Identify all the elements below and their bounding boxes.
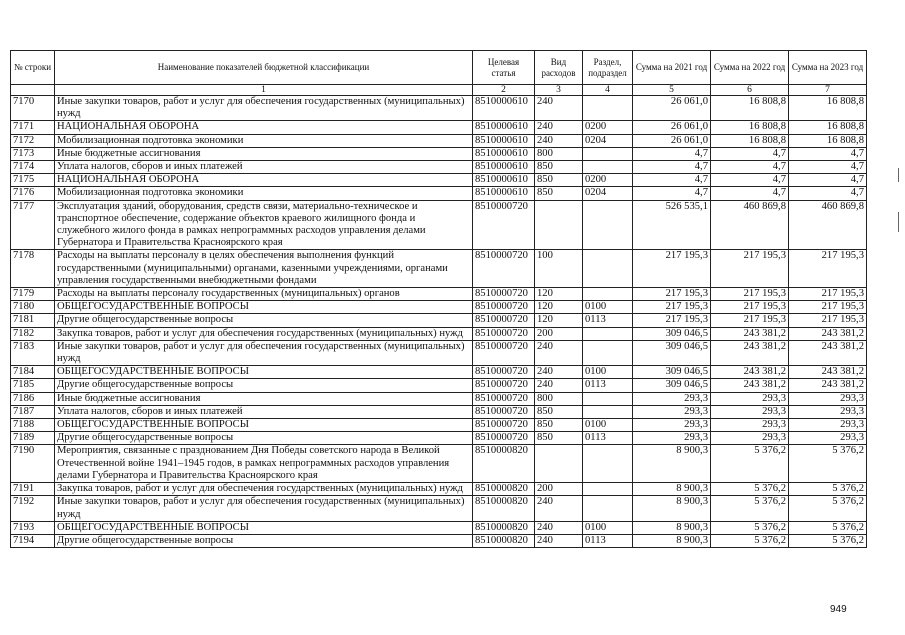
page-number: 949 [830,604,847,615]
row-target-code: 8510000820 [473,445,535,483]
row-section [583,496,633,521]
row-name: Эксплуатация зданий, оборудования, средств связи, материально-техническое и транспортное обеспечение, содержание объектов краевого жилищного фонда и служебного жилого фонда в рамках непрограммных расходов управления делами Губернатора и Правительства Красноярского края [55,200,473,250]
row-name: Иные бюджетные ассигнования [55,147,473,160]
row-number: 7181 [11,314,55,327]
row-sum-2023: 217 195,3 [789,288,867,301]
row-sum-2021: 309 046,5 [633,340,711,365]
row-sum-2021: 217 195,3 [633,301,711,314]
header-row [11,51,867,85]
budget-table [10,50,867,548]
row-sum-2021: 217 195,3 [633,288,711,301]
row-sum-2021: 8 900,3 [633,483,711,496]
scan-edge-mark [898,212,899,232]
row-sum-2021: 8 900,3 [633,521,711,534]
header-section: Раздел, подраздел [583,51,633,85]
row-sum-2023: 5 376,2 [789,521,867,534]
row-sum-2021: 4,7 [633,161,711,174]
row-sum-2022: 16 808,8 [711,96,789,121]
table-row [11,366,867,379]
row-target-code: 8510000720 [473,432,535,445]
row-section [583,288,633,301]
row-section [583,405,633,418]
row-target-code: 8510000720 [473,340,535,365]
row-sum-2023: 16 808,8 [789,121,867,134]
table-row [11,521,867,534]
header-sum-2022: Сумма на 2022 год [711,51,789,85]
row-target-code: 8510000720 [473,392,535,405]
table-row [11,340,867,365]
row-sum-2023: 243 381,2 [789,340,867,365]
row-target-code: 8510000610 [473,187,535,200]
row-sum-2023: 293,3 [789,392,867,405]
table-row [11,379,867,392]
row-number: 7178 [11,250,55,288]
row-number: 7194 [11,534,55,547]
row-sum-2022: 217 195,3 [711,314,789,327]
table-header [11,51,867,96]
row-name: Иные закупки товаров, работ и услуг для обеспечения государственных (муниципальных) нужд [55,96,473,121]
row-name: Мероприятия, связанные с празднованием Дня Победы советского народа в Великой Отечественной войне 1941–1945 годов, в рамках непрограммных расходов управления делами Губернатора и Правительства Красноярского края [55,445,473,483]
row-section: 0113 [583,432,633,445]
row-section [583,96,633,121]
row-target-code: 8510000720 [473,366,535,379]
row-name: ОБЩЕГОСУДАРСТВЕННЫЕ ВОПРОСЫ [55,521,473,534]
row-sum-2022: 4,7 [711,187,789,200]
column-number: 7 [789,85,867,96]
row-expense-type: 850 [535,161,583,174]
row-sum-2021: 217 195,3 [633,250,711,288]
table-row [11,432,867,445]
row-section: 0100 [583,366,633,379]
row-number: 7177 [11,200,55,250]
row-target-code: 8510000720 [473,405,535,418]
row-target-code: 8510000610 [473,147,535,160]
row-name: НАЦИОНАЛЬНАЯ ОБОРОНА [55,174,473,187]
table-row [11,134,867,147]
row-target-code: 8510000610 [473,134,535,147]
row-section [583,483,633,496]
row-expense-type: 100 [535,250,583,288]
row-sum-2022: 243 381,2 [711,327,789,340]
row-name: Иные бюджетные ассигнования [55,392,473,405]
row-number: 7189 [11,432,55,445]
row-sum-2023: 5 376,2 [789,483,867,496]
header-target: Целевая статья [473,51,535,85]
row-sum-2021: 309 046,5 [633,366,711,379]
column-number-row [11,85,867,96]
row-section: 0200 [583,121,633,134]
table-row [11,483,867,496]
row-sum-2023: 4,7 [789,187,867,200]
row-number: 7183 [11,340,55,365]
row-number: 7185 [11,379,55,392]
row-section [583,147,633,160]
row-section [583,327,633,340]
row-sum-2021: 26 061,0 [633,121,711,134]
row-sum-2023: 4,7 [789,147,867,160]
row-sum-2023: 16 808,8 [789,134,867,147]
row-sum-2021: 8 900,3 [633,496,711,521]
row-expense-type: 240 [535,366,583,379]
table-row [11,419,867,432]
table-row [11,200,867,250]
row-sum-2021: 293,3 [633,392,711,405]
row-number: 7173 [11,147,55,160]
row-section: 0204 [583,134,633,147]
row-sum-2021: 4,7 [633,174,711,187]
column-number: 1 [55,85,473,96]
row-name: ОБЩЕГОСУДАРСТВЕННЫЕ ВОПРОСЫ [55,301,473,314]
row-expense-type: 850 [535,174,583,187]
row-sum-2023: 243 381,2 [789,327,867,340]
column-number: 4 [583,85,633,96]
row-expense-type: 240 [535,521,583,534]
row-number: 7184 [11,366,55,379]
row-number: 7180 [11,301,55,314]
row-sum-2021: 217 195,3 [633,314,711,327]
header-name: Наименование показателей бюджетной классификации [55,51,473,85]
row-section: 0100 [583,301,633,314]
row-sum-2022: 4,7 [711,174,789,187]
table-row [11,121,867,134]
row-number: 7172 [11,134,55,147]
table-row [11,405,867,418]
row-target-code: 8510000720 [473,419,535,432]
row-sum-2022: 5 376,2 [711,521,789,534]
row-number: 7174 [11,161,55,174]
row-sum-2022: 16 808,8 [711,121,789,134]
row-name: Мобилизационная подготовка экономики [55,134,473,147]
header-sum-2021: Сумма на 2021 год [633,51,711,85]
header-row-no: № строки [11,51,55,85]
row-sum-2022: 293,3 [711,392,789,405]
row-section [583,250,633,288]
row-expense-type [535,445,583,483]
row-target-code: 8510000610 [473,96,535,121]
row-sum-2022: 5 376,2 [711,496,789,521]
row-sum-2023: 16 808,8 [789,96,867,121]
column-number [11,85,55,96]
row-name: ОБЩЕГОСУДАРСТВЕННЫЕ ВОПРОСЫ [55,419,473,432]
row-name: Мобилизационная подготовка экономики [55,187,473,200]
row-sum-2022: 293,3 [711,405,789,418]
header-vid: Вид расходов [535,51,583,85]
column-number: 3 [535,85,583,96]
row-target-code: 8510000820 [473,483,535,496]
row-sum-2022: 293,3 [711,432,789,445]
row-section: 0113 [583,314,633,327]
row-name: Расходы на выплаты персоналу государственных (муниципальных) органов [55,288,473,301]
row-name: Закупка товаров, работ и услуг для обеспечения государственных (муниципальных) нужд [55,327,473,340]
row-sum-2023: 293,3 [789,419,867,432]
row-sum-2021: 526 535,1 [633,200,711,250]
row-number: 7191 [11,483,55,496]
row-expense-type: 240 [535,134,583,147]
row-sum-2022: 217 195,3 [711,250,789,288]
row-expense-type: 850 [535,419,583,432]
row-sum-2022: 5 376,2 [711,445,789,483]
column-number: 2 [473,85,535,96]
row-number: 7176 [11,187,55,200]
row-sum-2023: 293,3 [789,405,867,418]
header-sum-2023: Сумма на 2023 год [789,51,867,85]
row-section: 0100 [583,521,633,534]
row-number: 7188 [11,419,55,432]
row-sum-2023: 243 381,2 [789,379,867,392]
table-row [11,187,867,200]
row-section [583,200,633,250]
row-section: 0113 [583,379,633,392]
row-name: Иные закупки товаров, работ и услуг для обеспечения государственных (муниципальных) нужд [55,340,473,365]
row-section [583,340,633,365]
row-target-code: 8510000820 [473,534,535,547]
row-sum-2022: 16 808,8 [711,134,789,147]
row-sum-2021: 26 061,0 [633,96,711,121]
column-number: 6 [711,85,789,96]
scan-edge-mark [898,168,899,182]
row-sum-2023: 4,7 [789,174,867,187]
row-name: Закупка товаров, работ и услуг для обеспечения государственных (муниципальных) нужд [55,483,473,496]
row-number: 7187 [11,405,55,418]
row-name: Уплата налогов, сборов и иных платежей [55,405,473,418]
table-row [11,161,867,174]
row-target-code: 8510000720 [473,288,535,301]
row-name: Другие общегосударственные вопросы [55,379,473,392]
row-sum-2021: 293,3 [633,432,711,445]
row-sum-2022: 460 869,8 [711,200,789,250]
row-target-code: 8510000820 [473,521,535,534]
row-name: Расходы на выплаты персоналу в целях обеспечения выполнения функций государственными (муниципальными) органами, казенными учреждениями, органами управления государственными внебюджетными фондами [55,250,473,288]
row-expense-type: 200 [535,327,583,340]
row-expense-type [535,200,583,250]
row-number: 7179 [11,288,55,301]
row-sum-2023: 4,7 [789,161,867,174]
row-sum-2021: 293,3 [633,405,711,418]
row-name: Другие общегосударственные вопросы [55,534,473,547]
row-section [583,392,633,405]
row-sum-2023: 5 376,2 [789,496,867,521]
budget-sheet [10,50,866,548]
row-expense-type: 120 [535,288,583,301]
row-expense-type: 240 [535,534,583,547]
row-sum-2023: 5 376,2 [789,534,867,547]
row-expense-type: 240 [535,121,583,134]
row-expense-type: 120 [535,301,583,314]
row-target-code: 8510000610 [473,121,535,134]
row-sum-2023: 243 381,2 [789,366,867,379]
table-row [11,534,867,547]
row-name: Иные закупки товаров, работ и услуг для обеспечения государственных (муниципальных) нужд [55,496,473,521]
row-sum-2023: 460 869,8 [789,200,867,250]
row-sum-2022: 243 381,2 [711,379,789,392]
row-sum-2021: 8 900,3 [633,534,711,547]
row-sum-2021: 8 900,3 [633,445,711,483]
row-sum-2021: 309 046,5 [633,327,711,340]
row-sum-2021: 26 061,0 [633,134,711,147]
row-name: Другие общегосударственные вопросы [55,314,473,327]
row-expense-type: 200 [535,483,583,496]
table-row [11,392,867,405]
row-name: Уплата налогов, сборов и иных платежей [55,161,473,174]
table-row [11,301,867,314]
row-name: ОБЩЕГОСУДАРСТВЕННЫЕ ВОПРОСЫ [55,366,473,379]
row-number: 7175 [11,174,55,187]
table-row [11,96,867,121]
row-sum-2023: 217 195,3 [789,301,867,314]
table-row [11,327,867,340]
row-number: 7171 [11,121,55,134]
row-sum-2022: 5 376,2 [711,534,789,547]
table-row [11,496,867,521]
row-target-code: 8510000720 [473,200,535,250]
row-expense-type: 120 [535,314,583,327]
row-expense-type: 800 [535,392,583,405]
row-sum-2022: 243 381,2 [711,366,789,379]
table-row [11,288,867,301]
row-sum-2022: 4,7 [711,161,789,174]
row-number: 7170 [11,96,55,121]
row-sum-2021: 309 046,5 [633,379,711,392]
row-sum-2023: 5 376,2 [789,445,867,483]
row-expense-type: 240 [535,96,583,121]
row-target-code: 8510000610 [473,174,535,187]
row-target-code: 8510000720 [473,314,535,327]
row-sum-2022: 293,3 [711,419,789,432]
table-row [11,445,867,483]
row-number: 7193 [11,521,55,534]
row-section [583,445,633,483]
row-number: 7192 [11,496,55,521]
row-sum-2023: 217 195,3 [789,314,867,327]
row-section: 0200 [583,174,633,187]
column-number: 5 [633,85,711,96]
row-sum-2021: 293,3 [633,419,711,432]
row-section [583,161,633,174]
row-sum-2022: 5 376,2 [711,483,789,496]
row-expense-type: 850 [535,405,583,418]
row-sum-2023: 217 195,3 [789,250,867,288]
row-number: 7182 [11,327,55,340]
row-expense-type: 240 [535,379,583,392]
table-row [11,314,867,327]
row-expense-type: 800 [535,147,583,160]
row-name: Другие общегосударственные вопросы [55,432,473,445]
row-section: 0113 [583,534,633,547]
row-sum-2023: 293,3 [789,432,867,445]
row-target-code: 8510000720 [473,379,535,392]
row-target-code: 8510000820 [473,496,535,521]
row-number: 7190 [11,445,55,483]
row-expense-type: 240 [535,496,583,521]
row-target-code: 8510000610 [473,161,535,174]
row-expense-type: 850 [535,187,583,200]
row-section: 0204 [583,187,633,200]
table-row [11,147,867,160]
row-number: 7186 [11,392,55,405]
row-expense-type: 850 [535,432,583,445]
row-name: НАЦИОНАЛЬНАЯ ОБОРОНА [55,121,473,134]
row-target-code: 8510000720 [473,250,535,288]
row-sum-2022: 4,7 [711,147,789,160]
table-row [11,250,867,288]
row-sum-2022: 217 195,3 [711,288,789,301]
table-row [11,174,867,187]
row-target-code: 8510000720 [473,301,535,314]
row-sum-2022: 217 195,3 [711,301,789,314]
table-body [11,96,867,548]
row-sum-2021: 4,7 [633,147,711,160]
row-section: 0100 [583,419,633,432]
row-sum-2021: 4,7 [633,187,711,200]
row-sum-2022: 243 381,2 [711,340,789,365]
row-target-code: 8510000720 [473,327,535,340]
row-expense-type: 240 [535,340,583,365]
